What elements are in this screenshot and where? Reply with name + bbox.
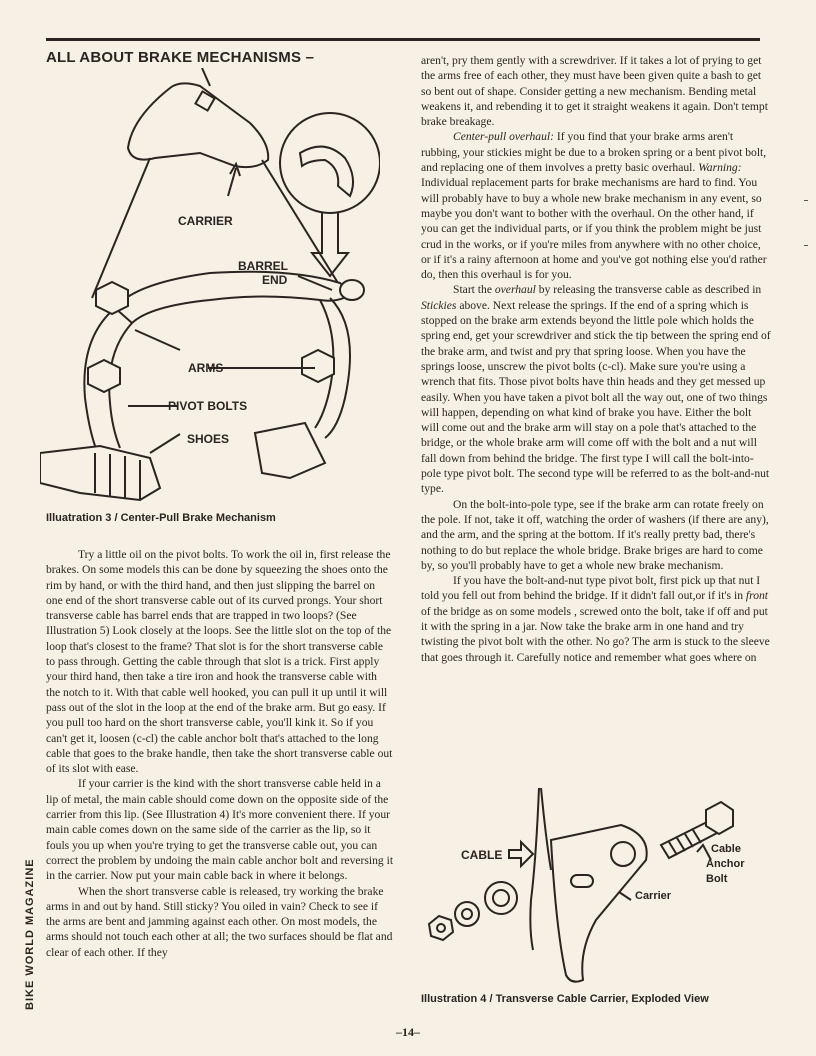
figure-caption-3: Illuatration 3 / Center-Pull Brake Mechanism bbox=[46, 512, 276, 524]
label-carrier: CARRIER bbox=[178, 214, 233, 228]
label-cable: CABLE bbox=[461, 848, 503, 862]
margin-mark bbox=[804, 200, 808, 201]
right-column bbox=[421, 53, 771, 665]
left-column bbox=[46, 547, 394, 960]
header-rule bbox=[46, 38, 760, 41]
label-cable-anchor-2: Anchor bbox=[706, 858, 745, 870]
paragraph: Center-pull overhaul: If you find that your brake arms aren't rubbing, your stickies might be due to a broken spring or a bent pivot bolt, and replacing one of them involves a pretty basic overhaul. Warning: Individual replacement parts for brake mechanisms are hard to find. You will probably have to buy a whole new brake mechanism in any event, so maybe you don't want to bother with the overhaul. On the other hand, if you can get the individual parts, or if you think the problem might be just crud in the works, or if you're miles from anywhere with no other choice, or if it's a rainy afternoon at home and you've got nothing else you'd rather do, then this overhaul is for you. bbox=[421, 130, 767, 282]
label-cable-anchor-1: Cable bbox=[711, 843, 741, 855]
paragraph: On the bolt-into-pole type, see if the brake arm can rotate freely on the pole. If not, take it off, watching the order of washers (if there are any), and the arm, and the spring at the bottom. If it's really pretty bad, there's nothing to do but replace the whole bridge. Brake briges are hard to come by, so you'll probably have to get a whole new brake mechanism. bbox=[421, 497, 769, 572]
label-pivot-bolts: PIVOT BOLTS bbox=[168, 399, 248, 413]
run-in-heading: Center-pull overhaul: bbox=[453, 130, 554, 144]
paragraph: When the short transverse cable is released, try working the brake arms in and out by hand. Still sticky? You oiled in vain? Check to see if the arms are bent and jamming against each other. On most models, the arms should not touch each other at all; the two surfaces should be flat and clear of each other. If they bbox=[46, 884, 393, 959]
paragraph: If your carrier is the kind with the short transverse cable held in a lip of metal, the main cable should come down on the opposite side of the carrier from this lip. (See Illustration 4) It's more convenient there. If your main cable comes down on the same side of the carrier as the lip, so it fouls you up when you're trying to get the transverse cable out, you can correct the problem by undoing the main cable anchor bolt and reversing it in the carrier. Now put your main cable back in where it belongs. bbox=[46, 777, 394, 883]
paragraph: Start the overhaul by releasing the transverse cable as described in Stickies above. Next release the springs. If the end of a spring which is stopped on the brake arm extends beyond the little pole which holds the spring end, get your screwdriver and stick the tip between the spring end of the brake arm, and twist and pry that spring loose. When you have the springs loose, unscrew the pivot bolts (c-cl). Make sure you're using a wrench that fits. Those pivot bolts have thin heads and they get messed up easily. When you have taken a pivot bolt all the way out, one of two things will happen, depending on what kind of brake you have. Either the bolt will come out and the brake arm will stay on a pole that's attached to the bridge, or the whole brake arm will come off with the bolt and a nut will fall down from behind the bridge. The first type I will call the bolt-into-pole type pivot bolt. The second type will be referred to as the bolt-and-nut type. bbox=[421, 283, 771, 496]
warning-label: Warning: bbox=[698, 161, 742, 175]
paragraph: aren't, pry them gently with a screwdriver. If it takes a lot of prying to get the arms free of each other, they must have been given quite a bash to get so bent out of shape. Consider getting a new mechanism. Bending metal weakens it, and rebending it to get it straight weakens it again. Don't tempt brake breakage. bbox=[421, 54, 768, 129]
page-number: –14– bbox=[396, 1025, 420, 1039]
cable-carrier-illustration bbox=[421, 780, 761, 990]
paragraph: Try a little oil on the pivot bolts. To work the oil in, first release the brakes. On some models this can be done by squeezing the shoes onto the rim by hand, or with the third hand, and then just slipping the barrel on one end of the short transverse cable out of its curved prongs. Your short transverse cable has barrel ends that are trapped in two loops? (See Illustration 5) Look closely at the loops. See the little slot on the top of the loop that's closest to the frame? That slot is for the short transverse cable to pass through. Getting the cable through that slot is a trick. First apply your third hand, then take a tire iron and hook the transverse cable with the notch to it. With that cable well hooked, you can pull it up until it will pass out of the slot in the loop at the end of the brake arm. But go easy. If you pull too hard on the short transverse cable, you'll kink it. So if you can't get it, loosen (c-cl) the cable anchor bolt that's attached to the long cable that goes to the brake handle, then take the short transverse cable out of its slot with ease. bbox=[46, 548, 393, 776]
figure-caption-4: Illustration 4 / Transverse Cable Carrier, Exploded View bbox=[421, 993, 709, 1005]
magazine-sidebar: BIKE WORLD MAGAZINE bbox=[24, 858, 36, 1010]
label-shoes: SHOES bbox=[187, 432, 230, 446]
paragraph: If you have the bolt-and-nut type pivot bolt, first pick up that nut I told you fell out from behind the bridge. If it didn't fall out,or if it's in front of the bridge as on some models , screwed onto the bolt, take if off and put it with the spring in a jar. Now take the brake arm in one hand and try twisting the pivot bolt with the other. No go? The arm is stuck to the sleeve that goes through it. Carefully notice and remember what goes where on bbox=[421, 574, 770, 664]
label-barrel: BARREL bbox=[238, 259, 288, 273]
center-pull-brake-illustration bbox=[40, 68, 380, 508]
label-arms: ARMS bbox=[188, 361, 224, 375]
margin-mark bbox=[804, 245, 808, 246]
page-title: ALL ABOUT BRAKE MECHANISMS – bbox=[46, 49, 315, 66]
label-cable-anchor-3: Bolt bbox=[706, 873, 728, 885]
label-end: END bbox=[262, 273, 288, 287]
label-carrier-small: Carrier bbox=[635, 890, 672, 902]
